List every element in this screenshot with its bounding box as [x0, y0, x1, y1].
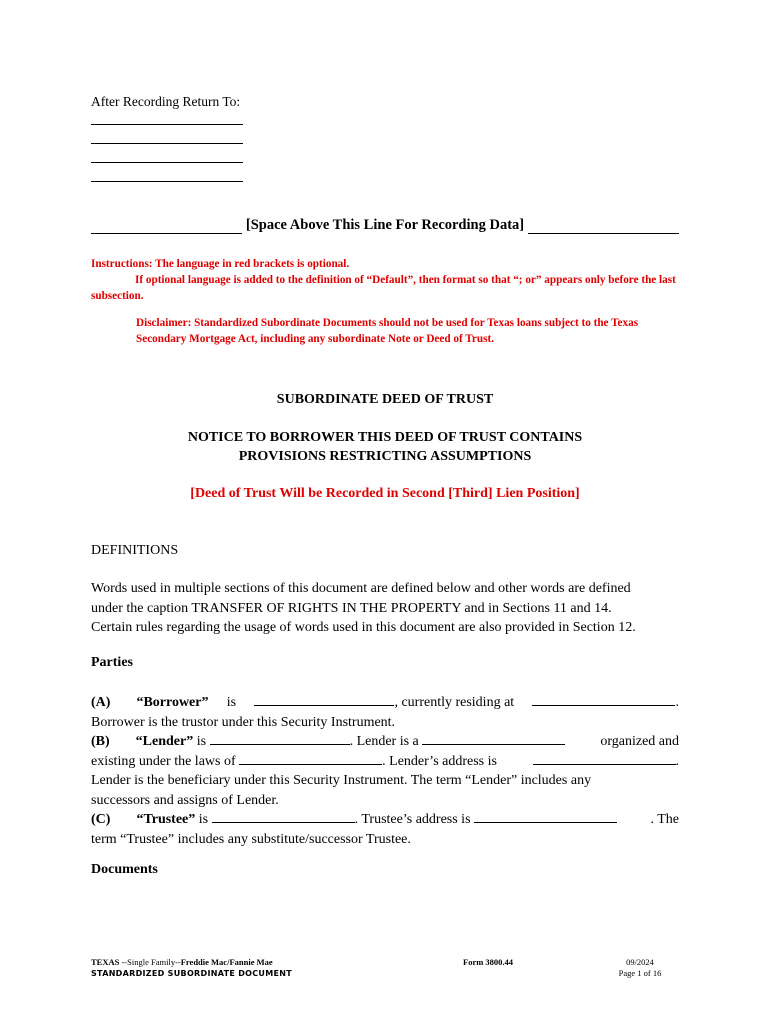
instructions — [91, 256, 681, 304]
intro-line-1: Words used in multiple sections of this document are defined below and other words are defined — [91, 581, 631, 596]
footer-state: TEXAS — [91, 957, 120, 967]
residing-text: , currently residing at — [394, 695, 515, 710]
footer-right — [600, 957, 680, 979]
is-text: is — [196, 734, 207, 749]
intro-line-2: under the caption TRANSFER OF RIGHTS IN THE PROPERTY and in Sections 11 and 14. — [91, 600, 612, 616]
lender-name-blank — [210, 732, 350, 745]
trustee-term: “Trustee” — [136, 812, 196, 827]
borrower-address-blank — [532, 693, 675, 706]
return-address-line — [91, 162, 243, 163]
party-b-line-4: successors and assigns of Lender. — [91, 792, 279, 808]
definitions-intro — [91, 579, 679, 638]
recording-rule-right — [528, 221, 679, 234]
footer-desc: --Single Family-- — [121, 957, 181, 967]
lender-jurisdiction-blank — [239, 752, 382, 765]
definitions-heading: DEFINITIONS — [91, 543, 179, 558]
notice-line-2: PROVISIONS RESTRICTING ASSUMPTIONS — [238, 449, 532, 464]
intro-line-3: Certain rules regarding the usage of words used in this document are also provided in Section 12. — [91, 620, 636, 635]
party-a-line — [91, 693, 679, 713]
return-to-label: After Recording Return To: — [91, 94, 241, 109]
trustee-address-blank — [474, 810, 617, 823]
party-b-line — [91, 732, 679, 752]
instructions-line-1: Instructions: The language in red brackets is optional. — [91, 258, 350, 270]
footer-form: Form 3800.44 — [463, 957, 514, 967]
recording-data-text: [Space Above This Line For Recording Data] — [245, 217, 525, 233]
footer-doc-type: STANDARDIZED SUBORDINATE DOCUMENT — [91, 969, 292, 978]
lender-term: “Lender” — [135, 734, 194, 749]
borrower-term: “Borrower” — [136, 695, 209, 710]
document-title: SUBORDINATE DEED OF TRUST — [276, 392, 494, 407]
parties-heading: Parties — [91, 655, 133, 670]
instructions-line-2: If optional language is added to the definition of “Default”, then format so that “; or” appears only before the last subsection. — [91, 274, 676, 302]
borrower-name-blank — [254, 693, 394, 706]
lender-address-blank — [533, 752, 676, 765]
is-text: is — [226, 695, 237, 710]
lender-is-a-text: . Lender is a — [349, 734, 419, 749]
parties-section — [91, 693, 679, 849]
recording-data-line — [91, 217, 679, 234]
organized-text: organized and — [600, 734, 679, 749]
trustee-name-blank — [212, 810, 355, 823]
is-text: is — [198, 812, 209, 827]
trustee-address-text: . Trustee’s address is — [354, 812, 471, 827]
footer-date: 09/2024 — [626, 957, 654, 967]
footer-page: Page 1 of 16 — [618, 968, 662, 978]
party-c-line — [91, 810, 679, 830]
notice-line-1: NOTICE TO BORROWER THIS DEED OF TRUST CONTAINS — [187, 430, 583, 445]
the-text: . The — [650, 812, 679, 827]
party-c-line-2: term “Trustee” includes any substitute/successor Trustee. — [91, 831, 411, 847]
return-address-line — [91, 143, 243, 144]
return-address-line — [91, 124, 243, 125]
party-b-line-3: Lender is the beneficiary under this Security Instrument. The term “Lender” includes any — [91, 773, 592, 788]
laws-text: existing under the laws of — [91, 753, 236, 769]
recording-rule-left — [91, 221, 242, 234]
documents-heading: Documents — [91, 862, 158, 877]
lender-address-text: . Lender’s address is — [382, 753, 497, 769]
lien-position: [Deed of Trust Will be Recorded in Second [Third] Lien Position] — [190, 486, 580, 501]
footer-left — [91, 957, 292, 979]
footer-agency: Freddie Mac/Fannie Mae — [180, 957, 273, 967]
party-b-label: (B) — [91, 734, 110, 749]
lender-entity-blank — [422, 732, 565, 745]
party-c-label: (C) — [91, 812, 111, 827]
period: . — [675, 695, 679, 710]
party-b-line-2 — [91, 752, 679, 772]
party-a-label: (A) — [91, 695, 111, 710]
party-a-line-2: Borrower is the trustor under this Security Instrument. — [91, 714, 396, 730]
return-address-line — [91, 181, 243, 182]
period: . — [675, 753, 679, 769]
disclaimer: Disclaimer: Standardized Subordinate Documents should not be used for Texas loans subject to the Texas Secondary Mortgage Act, including any subordinate Note or Deed of Trust. — [136, 317, 639, 345]
